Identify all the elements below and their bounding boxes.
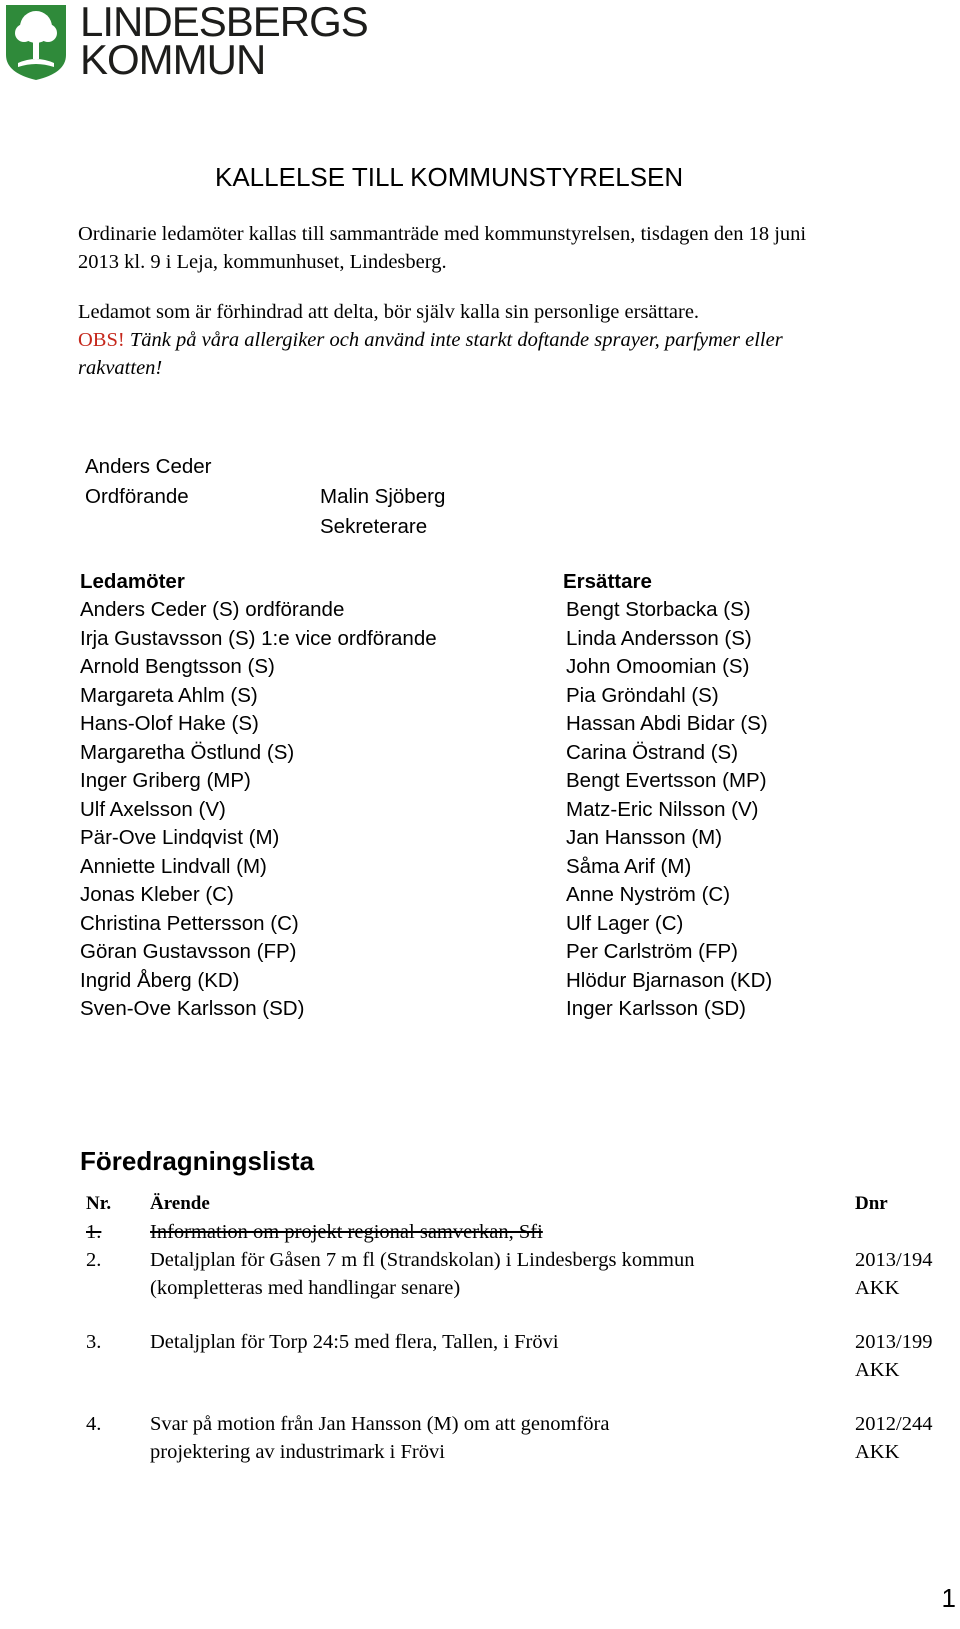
list-item: Göran Gustavsson (FP) <box>80 940 297 963</box>
chair-role: Ordförande <box>85 485 189 508</box>
list-item: Linda Andersson (S) <box>566 626 752 650</box>
obs-text-line-2: rakvatten! <box>78 357 163 379</box>
list-item: Matz-Eric Nilsson (V) <box>566 797 759 821</box>
logo-line-1: LINDESBERGS <box>80 0 368 45</box>
list-item: Ingrid Åberg (KD) <box>80 968 240 992</box>
agenda-item-3-nr: 3. <box>86 1331 102 1353</box>
agenda-item-4-title-cont: projektering av industrimark i Frövi <box>150 1441 445 1463</box>
document-title: KALLELSE TILL KOMMUNSTYRELSEN <box>215 162 684 192</box>
intro-line-1: Ordinarie ledamöter kallas till sammanträde med kommunstyrelsen, tisdagen den 18 juni <box>78 223 807 245</box>
col-nr-header: Nr. <box>86 1193 112 1214</box>
agenda-item-3-dnr-unit: AKK <box>855 1359 900 1381</box>
list-item: Inger Griberg (MP) <box>80 769 251 792</box>
list-item: Jan Hansson (M) <box>566 826 723 849</box>
agenda-item-2-note: (kompletteras med handlingar senare) <box>150 1277 461 1299</box>
agenda-item-1-nr: 1. <box>86 1221 102 1243</box>
secretary-role: Sekreterare <box>320 515 428 538</box>
agenda-item-2-nr: 2. <box>86 1249 102 1271</box>
list-item: Såma Arif (M) <box>566 854 692 878</box>
list-item: John Omoomian (S) <box>566 655 750 678</box>
obs-notice <box>78 326 783 354</box>
logo-line-2: KOMMUN <box>80 36 266 83</box>
col-matter-header: Ärende <box>150 1193 210 1214</box>
list-item: Pär-Ove Lindqvist (M) <box>80 826 280 849</box>
list-item: Carina Östrand (S) <box>566 740 739 764</box>
agenda-item-4-nr: 4. <box>86 1413 102 1435</box>
intro-line-3: Ledamot som är förhindrad att delta, bör själv kalla sin personlige ersättare. <box>78 301 700 323</box>
agenda-item-4-dnr-unit: AKK <box>855 1441 900 1463</box>
obs-label: OBS! <box>78 329 125 351</box>
agenda-item-4-dnr: 2012/244 <box>855 1413 933 1435</box>
list-item: Margareta Ahlm (S) <box>80 683 258 707</box>
obs-text: Tänk på våra allergiker och använd inte starkt doftande sprayer, parfymer eller <box>124 329 783 351</box>
list-item: Hlödur Bjarnason (KD) <box>566 968 773 992</box>
list-item: Anniette Lindvall (M) <box>80 854 267 878</box>
list-item: Anne Nyström (C) <box>566 883 731 906</box>
list-item: Anders Ceder (S) ordförande <box>80 598 345 621</box>
municipality-logo <box>0 0 380 86</box>
chair-name: Anders Ceder <box>85 455 212 478</box>
list-item: Pia Gröndahl (S) <box>566 683 719 707</box>
list-item: Ulf Lager (C) <box>566 911 684 935</box>
list-item: Bengt Storbacka (S) <box>566 598 751 621</box>
agenda-item-4-title: Svar på motion från Jan Hansson (M) om att genomföra <box>150 1413 610 1435</box>
agenda-item-3-dnr: 2013/199 <box>855 1331 933 1353</box>
list-item: Hassan Abdi Bidar (S) <box>566 712 768 735</box>
agenda-item-2-dnr-unit: AKK <box>855 1277 900 1299</box>
list-item: Bengt Evertsson (MP) <box>566 769 767 792</box>
page-number: 1 <box>941 1583 956 1613</box>
members-list <box>80 596 437 1024</box>
list-item: Jonas Kleber (C) <box>80 883 234 906</box>
agenda-item-3-title: Detaljplan för Torp 24:5 med flera, Tallen, i Frövi <box>150 1331 559 1353</box>
agenda-item-2-title: Detaljplan för Gåsen 7 m fl (Strandskolan) i Lindesbergs kommun <box>150 1249 695 1271</box>
tree-emblem-icon <box>4 3 68 81</box>
secretary-name: Malin Sjöberg <box>320 485 446 508</box>
agenda-item-2-dnr: 2013/194 <box>855 1249 933 1271</box>
list-item: Per Carlström (FP) <box>566 940 738 963</box>
list-item: Margaretha Östlund (S) <box>80 740 295 764</box>
members-heading: Ledamöter <box>80 570 185 593</box>
substitutes-list <box>566 596 772 1024</box>
intro-line-2: 2013 kl. 9 i Leja, kommunhuset, Lindesberg. <box>78 251 447 273</box>
substitutes-heading: Ersättare <box>563 570 652 593</box>
list-item: Hans-Olof Hake (S) <box>80 712 259 735</box>
list-item: Ulf Axelsson (V) <box>80 797 226 821</box>
list-item: Arnold Bengtsson (S) <box>80 655 275 678</box>
list-item: Inger Karlsson (SD) <box>566 997 747 1020</box>
col-dnr-header: Dnr <box>855 1193 888 1214</box>
list-item: Christina Pettersson (C) <box>80 911 299 935</box>
agenda-heading: Föredragningslista <box>80 1146 315 1176</box>
list-item: Sven-Ove Karlsson (SD) <box>80 997 305 1020</box>
list-item: Irja Gustavsson (S) 1:e vice ordförande <box>80 626 437 650</box>
agenda-item-1-title: Information om projekt regional samverkan, Sfi <box>150 1221 543 1243</box>
